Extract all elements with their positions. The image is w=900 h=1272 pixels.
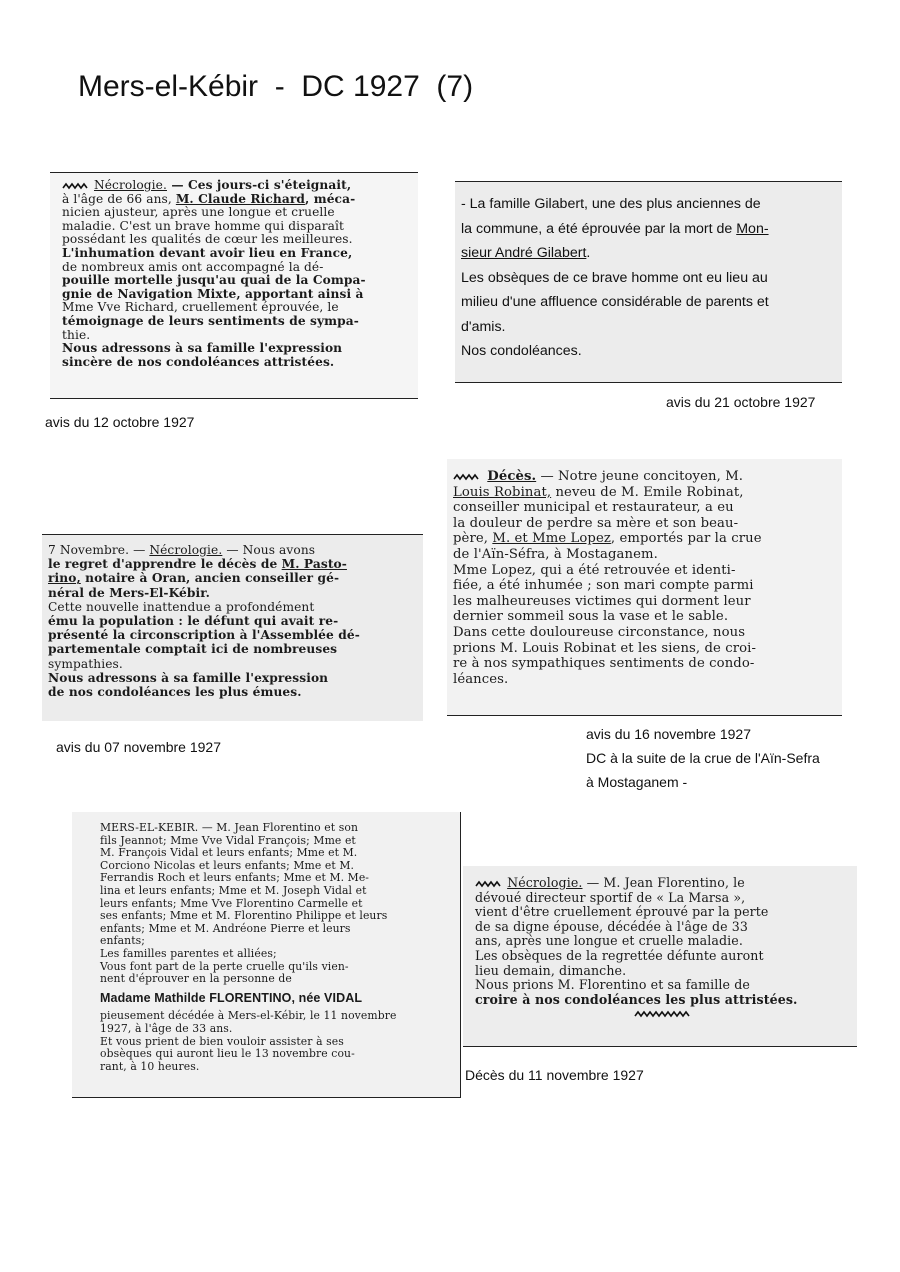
- clip-line: conseiller municipal et restaurateur, a eu: [453, 500, 734, 516]
- clip-line: M. François Vidal et leurs enfants; Mme et M.: [100, 846, 358, 860]
- deceased-name: Madame Mathilde FLORENTINO, née VIDAL: [100, 990, 363, 1005]
- clip-line: fiée, a été inhumée ; son mari compte parmi: [453, 578, 754, 594]
- clip-line: Cette nouvelle inattendue a profondément: [48, 599, 315, 614]
- clip-line: pieusement décédée à Mers-el-Kébir, le 11 novembre: [100, 1009, 397, 1023]
- clip-line: rino, notaire à Oran, ancien conseiller gé-: [48, 571, 340, 586]
- clip-line: gnie de Navigation Mixte, apportant ainsi à: [62, 286, 364, 301]
- clip-line: ans, après une longue et cruelle maladie.: [475, 933, 743, 949]
- caption-c4-date: avis du 16 novembre 1927: [586, 726, 751, 742]
- clip-line: de sa digne épouse, décédée à l'âge de 33: [475, 918, 749, 934]
- clip-line: obsèques qui auront lieu le 13 novembre cou-: [100, 1047, 355, 1061]
- clip-line: re à nos sympathiques sentiments de condo-: [453, 656, 755, 672]
- deceased-name: M. Pasto-: [281, 557, 347, 572]
- clip-line: Les obsèques de ce brave homme ont eu lieu au: [461, 269, 768, 286]
- clipping-robinat-lopez: [447, 459, 842, 716]
- clip-line: de nos condoléances les plus émues.: [48, 685, 302, 700]
- divider-ornament-icon: [633, 1010, 693, 1018]
- ornament-divider: [475, 1007, 851, 1022]
- clip-line: léances.: [453, 671, 509, 687]
- clip-line: Nécrologie. — M. Jean Florentino, le: [475, 876, 851, 891]
- deceased-name: M. et Mme Lopez: [492, 531, 611, 547]
- clip-line: Et vous prient de bien vouloir assister à ses: [100, 1034, 344, 1048]
- clip-line: d'amis.: [461, 318, 506, 335]
- clip-line: le regret d'apprendre le décès de M. Pasto-: [48, 557, 347, 572]
- ornament-icon: [453, 473, 483, 481]
- clip-line: thie.: [62, 327, 91, 342]
- clip-line: ses enfants; Mme et M. Florentino Philippe et leurs: [100, 909, 388, 923]
- clipping-florentino-faire-part: [72, 812, 461, 1098]
- clip-line: de nombreux amis ont accompagné la dé-: [62, 259, 324, 274]
- clip-line: témoignage de leurs sentiments de sympa-: [62, 313, 359, 328]
- clip-line: à l'âge de 66 ans, M. Claude Richard, méca-: [62, 191, 356, 206]
- caption-c1: avis du 12 octobre 1927: [45, 414, 195, 430]
- clip-line: Vous font part de la perte cruelle qu'ils vien-: [100, 959, 349, 973]
- clipping-necrologie-florentino: [463, 866, 857, 1047]
- clip-line: Ferrandis Roch et leurs enfants; Mme et M. Me-: [100, 871, 370, 885]
- clip-line: possédant les qualités de cœur les meilleures.: [62, 232, 353, 247]
- clip-line: sieur André Gilabert.: [461, 245, 591, 261]
- caption-c3: avis du 07 novembre 1927: [56, 739, 221, 755]
- heading-necrologie: Nécrologie.: [507, 875, 583, 890]
- clip-line: Dans cette douloureuse circonstance, nous: [453, 624, 746, 640]
- ornament-icon: [475, 880, 503, 888]
- clipping-necrologie-richard: [50, 172, 418, 399]
- clip-line: enfants;: [100, 934, 146, 948]
- clip-line: lina et leurs enfants; Mme et M. Joseph Vidal et: [100, 883, 367, 897]
- clip-line: pouille mortelle jusqu'au quai de la Compa-: [62, 273, 366, 288]
- clip-line: MERS-EL-KEBIR. — M. Jean Florentino et son: [100, 821, 359, 834]
- heading-deces: Décès.: [487, 469, 537, 484]
- clip-line: présenté la circonscription à l'Assemblée dé-: [48, 628, 360, 643]
- clip-line: Les familles parentes et alliées;: [100, 946, 277, 960]
- clip-line: enfants; Mme et M. Andréone Pierre et leurs: [100, 921, 351, 935]
- clip-line: Nos condoléances.: [461, 343, 582, 359]
- clip-line: - La famille Gilabert, une des plus anciennes de: [461, 196, 761, 212]
- clip-line: Nécrologie. — Ces jours-ci s'éteignait,: [62, 179, 408, 193]
- clip-line: ému la population : le défunt qui avait re-: [48, 614, 339, 629]
- clip-line: milieu d'une affluence considérable de parents et: [461, 294, 769, 310]
- clip-line: fils Jeannot; Mme Vve Vidal François; Mme et: [100, 833, 356, 847]
- clip-line: père, M. et Mme Lopez, emportés par la crue: [453, 531, 762, 547]
- clip-line: Nous prions M. Florentino et sa famille de: [475, 977, 750, 993]
- clip-line: Décès. — Notre jeune concitoyen, M.: [453, 469, 830, 485]
- clip-line: 1927, à l'âge de 33 ans.: [100, 1021, 233, 1035]
- clip-line: lieu demain, dimanche.: [475, 962, 627, 978]
- clip-line: sympathies.: [48, 656, 123, 671]
- clip-line: dernier sommeil sous la vase et le sable.: [453, 609, 729, 625]
- clip-line: Nous adressons à sa famille l'expression: [48, 670, 329, 685]
- clip-line: Mme Lopez, qui a été retrouvée et identi-: [453, 562, 736, 578]
- deceased-name: sieur André Gilabert: [461, 245, 587, 261]
- deceased-name: M. Claude Richard: [175, 191, 306, 206]
- clip-line: les malheureuses victimes qui dorment leur: [453, 593, 751, 609]
- heading-necrologie: Nécrologie.: [93, 178, 167, 192]
- clip-line: leurs enfants; Mme Vve Florentino Carmelle et: [100, 896, 363, 910]
- clip-line: Les obsèques de la regrettée défunte auront: [475, 947, 764, 963]
- clip-line: L'inhumation devant avoir lieu en France,: [62, 245, 353, 260]
- clip-line: 7 Novembre. — Nécrologie. — Nous avons: [48, 543, 316, 557]
- clip-line: croire à nos condoléances les plus attristées.: [475, 991, 798, 1007]
- clip-line: prions M. Louis Robinat et les siens, de croi-: [453, 640, 757, 656]
- clip-line: nent d'éprouver en la personne de: [100, 972, 292, 986]
- clip-line: nicien ajusteur, après une longue et cruelle: [62, 205, 335, 220]
- clipping-pastorino: [42, 534, 423, 721]
- caption-c2: avis du 21 octobre 1927: [666, 394, 816, 410]
- clipping-gilabert: [455, 181, 842, 383]
- clip-line: Nous adressons à sa famille l'expression: [62, 341, 343, 356]
- page-title: Mers-el-Kébir - DC 1927 (7): [78, 70, 474, 103]
- clip-line: dévoué directeur sportif de « La Marsa »,: [475, 889, 746, 905]
- clip-line: vient d'être cruellement éprouvé par la perte: [475, 904, 769, 920]
- caption-c6: Décès du 11 novembre 1927: [465, 1067, 644, 1083]
- clip-line: rant, à 10 heures.: [100, 1059, 200, 1073]
- clip-line: de l'Aïn-Séfra, à Mostaganem.: [453, 546, 658, 562]
- clip-line: néral de Mers-El-Kébir.: [48, 585, 210, 600]
- ornament-icon: [62, 182, 90, 190]
- clip-line: Mme Vve Richard, cruellement éprouvée, le: [62, 300, 339, 315]
- clip-line: la commune, a été éprouvée par la mort de Mon-: [461, 220, 769, 237]
- caption-c4-note: DC à la suite de la crue de l'Aïn-Sefra: [586, 750, 820, 766]
- clip-line: la douleur de perdre sa mère et son beau-: [453, 515, 739, 531]
- clip-line: sincère de nos condoléances attristées.: [62, 354, 335, 369]
- clip-line: Corciono Nicolas et leurs enfants; Mme et M.: [100, 858, 355, 872]
- clip-line: partementale comptait ici de nombreuses: [48, 642, 338, 657]
- caption-c4-place: à Mostaganem -: [586, 774, 688, 790]
- clip-line: maladie. C'est un brave homme qui disparaît: [62, 218, 345, 233]
- clip-line: Louis Robinat, neveu de M. Emile Robinat,: [453, 484, 744, 500]
